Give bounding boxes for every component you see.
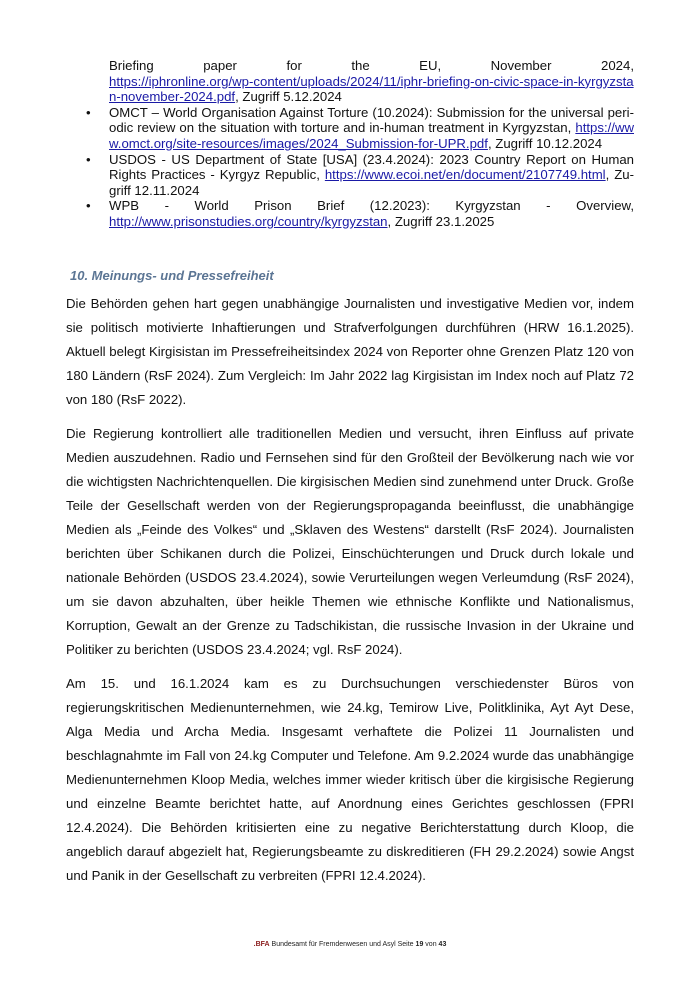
- reference-item: [66, 58, 634, 105]
- page-footer: [66, 920, 634, 950]
- paragraph: Am 15. und 16.1.2024 kam es zu Durchsuchungen verschiedenster Büros von regierungskritischen Medienunternehmen, wie 24.kg, Temirow Live, Politklinika, Ayt Ayt Dese, Alga Media und Archa Media. Insgesamt verhaftete die Polizei 11 Journalisten und beschlagnahmte im Fall von 24.kg Computer und Telefone. Am 9.2.2024 wurde das unabhängige Medienunternehmen Kloop Media, welches immer wieder kritisch über die kirgisische Regierung und einzelne Beamte berichtet hatte, auf Anordnung eines Gerichtes geschlossen (FPRI 12.4.2024). Die Behörden kritisierten eine zu negative Berichterstattung durch Kloop, die angeblich darauf abgezielt hat, Regierungsbeamte zu diskreditieren (FH 29.2.2024) sowie Angst und Panik in der Gesellschaft zu verbreiten (FPRI 12.4.2024).: [66, 675, 634, 883]
- reference-access-date: , Zugriff 10.12.2024: [487, 135, 603, 151]
- reference-link[interactable]: https://www.omct.org/site-resources/images/2024_Submission-for-UPR.pdf: [109, 120, 634, 151]
- reference-link[interactable]: https://www.ecoi.net/en/document/2107749.html: [324, 167, 606, 183]
- reference-list: [66, 58, 634, 230]
- reference-text: Briefing paper for the EU, November 2024,: [109, 58, 634, 73]
- reference-link[interactable]: http://www.prisonstudies.org/country/kyrgyzstan: [109, 213, 388, 229]
- footer-page-label: Seite: [397, 941, 414, 948]
- reference-item: [66, 105, 634, 152]
- page-number: 19: [415, 941, 424, 948]
- bullet: •: [86, 198, 91, 214]
- reference-text: OMCT – World Organisation Against Torture (10.2024): Submission for the universal periodic review on the situation with torture and in-human treatment in Kyrgyzstan,: [109, 104, 634, 136]
- paragraph: Die Behörden gehen hart gegen unabhängige Journalisten und investigative Medien vor, indem sie politisch motivierte Inhaftierungen und Strafverfolgungen durchführen (HRW 16.1.2025). Aktuell belegt Kirgisistan im Pressefreiheitsindex 2024 von Reporter ohne Grenzen Platz 120 von 180 Ländern (RsF 2024). Zum Vergleich: Im Jahr 2022 lag Kirgisistan im Index noch auf Platz 72 von 180 (RsF 2022).: [66, 295, 634, 407]
- bfa-logo: .BFA: [253, 941, 270, 948]
- reference-text: USDOS - US Department of State [USA] (23.4.2024): 2023 Country Report on Human Rights Practices - Kyrgyz Republic,: [109, 151, 634, 183]
- footer-of: von: [425, 941, 437, 948]
- reference-access-date: , Zugriff 12.11.2024: [109, 167, 634, 198]
- page-total: 43: [438, 941, 447, 948]
- reference-item: [66, 198, 634, 229]
- section-body: [66, 292, 634, 898]
- reference-item: [66, 152, 634, 199]
- footer-org: Bundesamt für Fremdenwesen und Asyl: [271, 941, 396, 948]
- bullet: •: [86, 104, 91, 120]
- bullet: •: [86, 151, 91, 167]
- reference-link[interactable]: https://iphronline.org/wp-content/uploads/2024/11/iphr-briefing-on-civic-space-in-kyrgyzstan-november-2024.pdf: [109, 73, 634, 105]
- reference-access-date: , Zugriff 23.1.2025: [387, 213, 495, 229]
- section-heading: 10. Meinungs- und Pressefreiheit: [70, 267, 274, 283]
- reference-access-date: , Zugriff 5.12.2024: [235, 89, 342, 105]
- paragraph: Die Regierung kontrolliert alle traditionellen Medien und versucht, ihren Einfluss auf private Medien auszudehnen. Radio und Fernsehen sind für den Großteil der Bevölkerung nach wie vor die wichtigsten Nachrichtenquellen. Die kirgisischen Medien sind zunehmend unter Druck. Große Teile der Gesellschaft werden von der Regierungspropaganda beeinflusst, die unabhängige Medien als „Feinde des Volkes“ und „Sklaven des Westens“ darstellt (RsF 2024). Journalisten berichten über Schikanen durch die Polizei, Einschüchterungen und Druck durch lokale und nationale Behörden (USDOS 23.4.2024), sowie Verurteilungen wegen Verleumdung (RsF 2024), um sie davon abzuhalten, über heikle Themen wie ethnische Konflikte und Nationalismus, Korruption, Gewalt an der Grenze zu Tadschikistan, die russische Invasion in der Ukraine und Politiker zu berichten (USDOS 23.4.2024; vgl. RsF 2024).: [66, 425, 634, 657]
- reference-text: WPB - World Prison Brief (12.2023): Kyrgyzstan - Overview,: [109, 198, 634, 214]
